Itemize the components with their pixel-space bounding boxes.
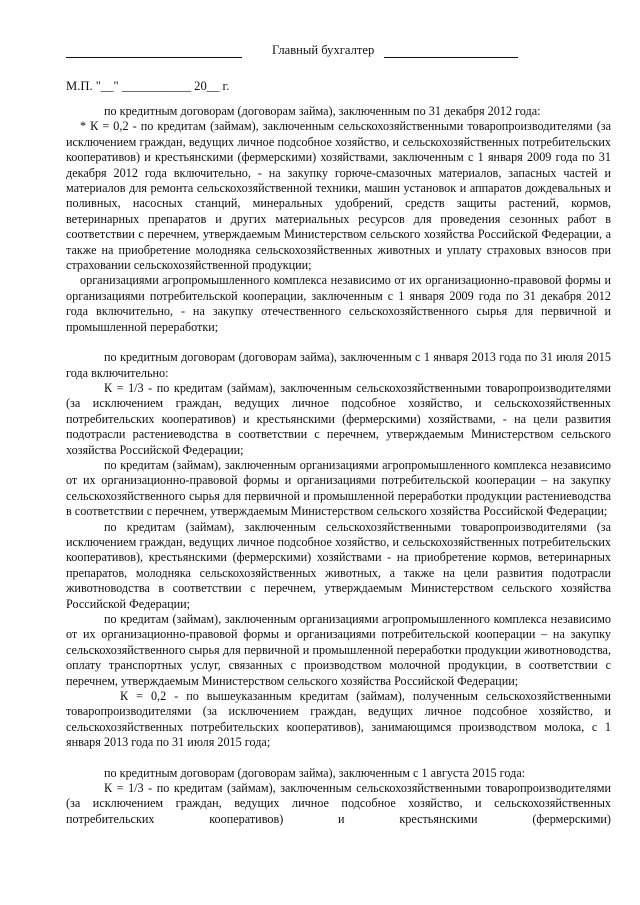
stamp-date-line: М.П. "__" ___________ 20__ г. <box>66 79 230 93</box>
chief-accountant-label: Главный бухгалтер <box>272 43 375 57</box>
paragraph: К = 0,2 - по вышеуказанным кредитам (займам), полученным сельскохозяйственными товаропроизводителями (за исключением граждан, ведущих личное подсобное хозяйство, и сельскохозяйственных потребительских кооперативов), занимающимся производством молока, с 1 января 2013 года по 31 июля 2015 года; <box>66 689 611 750</box>
paragraph: по кредитам (займам), заключенным организациями агропромышленного комплекса независимо от их организационно-правовой формы и организациями потребительской кооперации – на закупку сельскохозяйственного сырья для первичной и промышленной переработки продукции животноводства, оплату транспортных услуг, связанных с производством молочной продукции, в соответствии с перечнем, утверждаемым Министерством сельского хозяйства Российской Федерации; <box>66 612 611 688</box>
paragraph: по кредитам (займам), заключенным сельскохозяйственными товаропроизводителями (за исключением граждан, ведущих личное подсобное хозяйство, и сельскохозяйственных потребительских кооперативов), крестьянскими (фермерскими) хозяйствами - на приобретение кормов, ветеринарных препаратов, молодняка сельскохозяйственных животных, а также на цели развития подотрасли животноводства в соответствии с перечнем, утверждаемым Министерством сельского хозяйства Российской Федерации; <box>66 519 611 611</box>
paragraph: по кредитным договорам (договорам займа), заключенным с 1 января 2013 года по 31 июля 2015 года включительно: <box>66 350 611 380</box>
paragraph: * К = 0,2 - по кредитам (займам), заключенным сельскохозяйственными товаропроизводителями (за исключением граждан, ведущих личное подсобное хозяйство, и сельскохозяйственных потребительских кооперативов) и крестьянскими (фермерскими) хозяйствами, заключенным с 1 января 2009 года по 31 декабря 2012 года включительно, - на закупку горюче-смазочных материалов, запасных частей и материалов для ремонта сельскохозяйственной техники, машин установок и аппаратов дождевальных и поливных, насосных станций, минеральных удобрений, средств защиты растений, кормов, ветеринарных препаратов и других материальных ресурсов для проведения сезонных работ в соответствии с перечнем, утверждаемым Министерством сельского хозяйства Российской Федерации, а также на приобретение молодняка сельскохозяйственных животных и уплату страховых взносов при страховании сельскохозяйственной продукции; <box>66 119 611 273</box>
paragraph: по кредитным договорам (договорам займа), заключенным с 1 августа 2015 года: <box>104 765 526 780</box>
paragraph: К = 1/3 - по кредитам (займам), заключенным сельскохозяйственными товаропроизводителями (за исключением граждан, ведущих личное подсобное хозяйство, и сельскохозяйственных потребительских кооперативов) и крестьянскими (фермерскими) <box>66 781 611 826</box>
paragraph: по кредитным договорам (договорам займа), заключенным по 31 декабря 2012 года: <box>104 104 541 118</box>
signature-line-left <box>66 57 242 58</box>
chief-accountant-signature-line <box>384 57 518 58</box>
paragraph: по кредитам (займам), заключенным организациями агропромышленного комплекса независимо от их организационно-правовой формы и организациями потребительской кооперации – на закупку сельскохозяйственного сырья для первичной и промышленной переработки продукции растениеводства в соответствии с перечнем, утверждаемым Министерством сельского хозяйства Российской Федерации; <box>66 457 611 519</box>
paragraph: К = 1/3 - по кредитам (займам), заключенным сельскохозяйственными товаропроизводителями (за исключением граждан, ведущих личное подсобное хозяйство, и сельскохозяйственных потребительских кооперативов) и крестьянскими (фермерскими) хозяйствами, - на цели развития подотрасли растениеводства в соответствии с перечнем, утверждаемым Министерством сельского хозяйства Российской Федерации; <box>66 380 611 457</box>
paragraph: организациями агропромышленного комплекса независимо от их организационно-правовой формы и организациями потребительской кооперации, заключенным с 1 января 2009 года по 31 декабря 2012 года включительно, - на закупку отечественного сельскохозяйственного сырья для первичной и промышленной переработки; <box>66 273 611 334</box>
document-body <box>66 104 611 827</box>
